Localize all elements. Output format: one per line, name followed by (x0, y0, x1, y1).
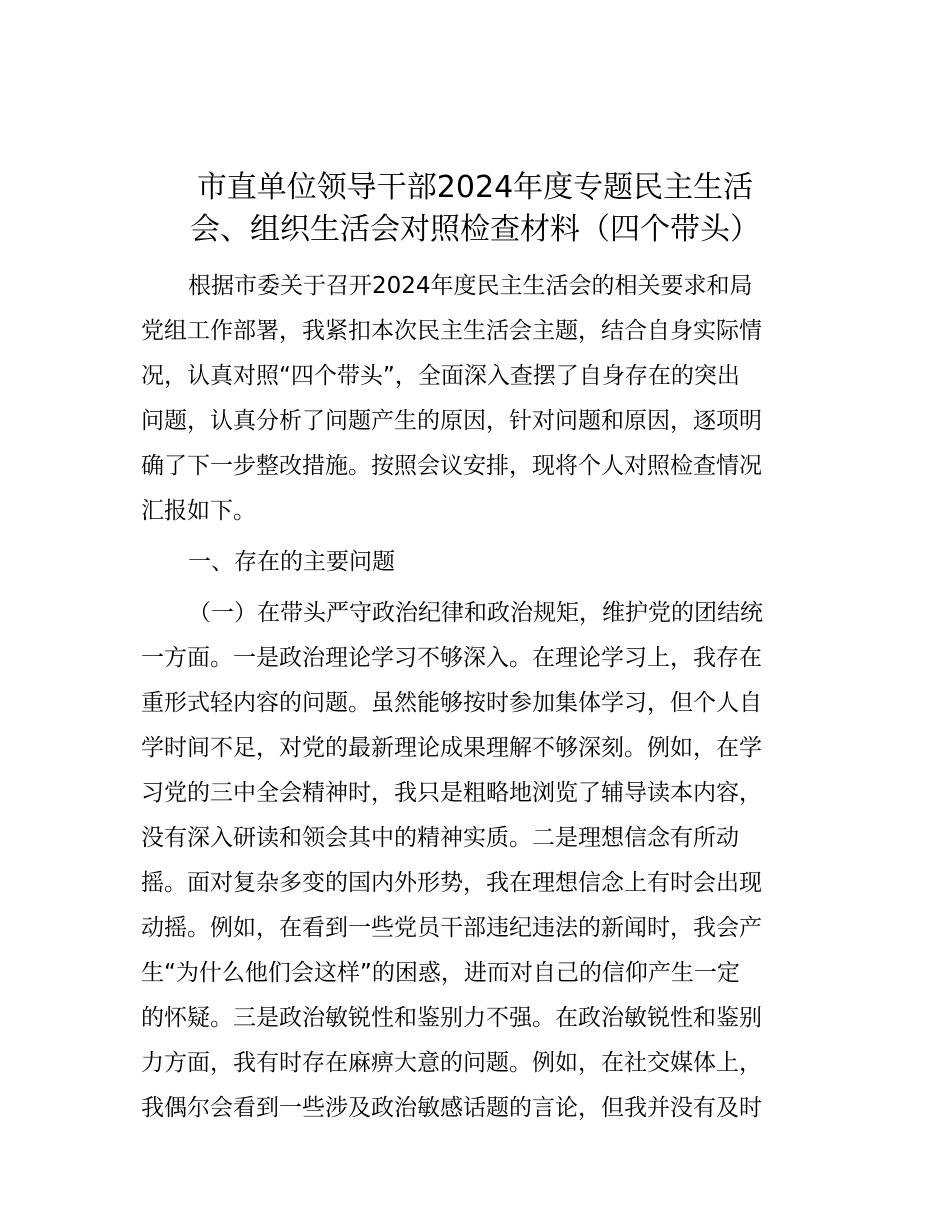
document-title-line-1: 市直单位领导干部2024年度专题民主生活 (196, 170, 754, 205)
subsection-paragraph-line: 学时间不足，对党的最新理论成果理解不够深刻。例如，在学 (141, 735, 762, 761)
subsection-paragraph-line: 的怀疑。三是政治敏锐性和鉴别力不强。在政治敏锐性和鉴别 (141, 1005, 762, 1031)
intro-paragraph-line: 根据市委关于召开2024年度民主生活会的相关要求和局 (188, 273, 753, 299)
intro-paragraph-line: 汇报如下。 (141, 498, 256, 524)
intro-paragraph-line: 党组工作部署，我紧扣本次民主生活会主题，结合自身实际情 (141, 318, 762, 344)
subsection-paragraph-line: 重形式轻内容的问题。虽然能够按时参加集体学习，但个人自 (141, 690, 762, 716)
section-heading: 一、存在的主要问题 (188, 549, 395, 575)
subsection-paragraph-line: 动摇。例如，在看到一些党员干部违纪违法的新闻时，我会产 (141, 915, 762, 941)
intro-paragraph-line: 确了下一步整改措施。按照会议安排，现将个人对照检查情况 (141, 453, 762, 479)
subsection-paragraph-line: 没有深入研读和领会其中的精神实质。二是理想信念有所动 (141, 825, 739, 851)
subsection-paragraph-line: 一方面。一是政治理论学习不够深入。在理论学习上，我存在 (141, 645, 762, 671)
document-title-line-2: 会、组织生活会对照检查材料（四个带头） (190, 212, 760, 247)
subsection-paragraph-line: 生“为什么他们会这样”的困惑，进而对自己的信仰产生一定 (141, 960, 740, 986)
subsection-paragraph-line: （一）在带头严守政治纪律和政治规矩，维护党的团结统 (188, 600, 763, 626)
intro-paragraph-line: 问题，认真分析了问题产生的原因，针对问题和原因，逐项明 (141, 408, 762, 434)
subsection-paragraph-line: 摇。面对复杂多变的国内外形势，我在理想信念上有时会出现 (141, 870, 762, 896)
subsection-paragraph-line: 力方面，我有时存在麻痹大意的问题。例如，在社交媒体上， (141, 1050, 762, 1076)
subsection-paragraph-line: 习党的三中全会精神时，我只是粗略地浏览了辅导读本内容， (141, 780, 762, 806)
subsection-paragraph-line: 我偶尔会看到一些涉及政治敏感话题的言论，但我并没有及时 (141, 1095, 762, 1121)
intro-paragraph-line: 况，认真对照“四个带头”，全面深入查摆了自身存在的突出 (141, 363, 740, 389)
